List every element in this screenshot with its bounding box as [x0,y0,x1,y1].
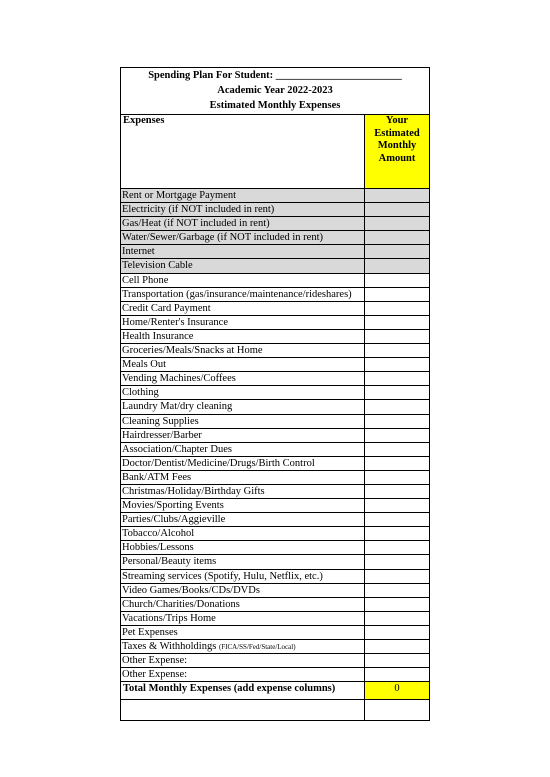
expense-label [121,598,364,611]
expense-label-text: Hairdresser/Barber [122,429,202,441]
expense-label [121,612,364,625]
table-row [121,527,429,541]
expense-amount-cell[interactable] [364,217,429,230]
table-row [121,245,429,259]
expense-label-text: Cell Phone [122,274,169,286]
expense-label [121,358,364,371]
expense-label [121,231,364,244]
expense-label-text: Other Expense: [122,655,188,667]
amount-header-line: Amount [378,152,416,164]
expense-label-text: Rent or Mortgage Payment [122,190,237,201]
expense-label-text: Electricity (if NOT included in rent) [122,204,275,216]
expense-label [121,302,364,315]
table-row [121,259,429,273]
expense-amount-cell[interactable] [364,612,429,625]
table-row [121,513,429,527]
expense-label-text: Clothing [122,387,159,399]
expense-label [121,485,364,498]
expense-label [121,626,364,639]
expenses-column-header: Expenses [123,115,165,126]
expense-label-text: Groceries/Meals/Snacks at Home [122,345,263,357]
table-row [121,415,429,429]
expense-label-text: Home/Renter's Insurance [122,316,228,328]
expense-label-text: Water/Sewer/Garbage (if NOT included in rent) [122,232,324,244]
table-header [121,68,429,115]
total-label: Total Monthly Expenses (add expense columns) [123,683,336,695]
expense-label-text: Vending Machines/Coffees [122,373,236,385]
table-row [121,386,429,400]
expense-amount-cell[interactable] [364,400,429,413]
table-row [121,344,429,358]
expense-amount-cell[interactable] [364,415,429,428]
expense-amount-cell[interactable] [364,443,429,456]
expense-label [121,570,364,583]
expense-label-text: Christmas/Holiday/Birthday Gifts [122,485,265,497]
column-headers [121,115,429,189]
table-row [121,189,429,203]
table-row [121,654,429,668]
table-row [121,598,429,612]
expense-label-text: Doctor/Dentist/Medicine/Drugs/Birth Control [122,457,315,469]
expense-label-text: Parties/Clubs/Aggieville [122,514,226,526]
expense-label-text: Hobbies/Lessons [122,542,194,554]
expense-amount-cell[interactable] [364,640,429,653]
expense-amount-cell[interactable] [364,231,429,244]
table-row [121,203,429,217]
expense-label [121,443,364,456]
expense-label-text: Bank/ATM Fees [122,471,192,483]
expense-amount-cell[interactable] [364,203,429,216]
table-row [121,668,429,682]
expense-amount-cell[interactable] [364,541,429,554]
expense-label [121,189,364,202]
table-row [121,555,429,569]
footer-label-cell [121,700,364,720]
table-row [121,485,429,499]
expense-label-text: Meals Out [122,359,167,371]
expense-amount-cell[interactable] [364,668,429,681]
expense-label [121,584,364,597]
expense-label-text: Movies/Sporting Events [122,500,224,512]
academic-year: Academic Year 2022-2023 [217,85,333,96]
table-row [121,612,429,626]
expense-label-text: Association/Chapter Dues [122,443,232,455]
expense-label-text: Pet Expenses [122,626,178,638]
expense-label-text: Tobacco/Alcohol [122,528,195,540]
expense-label-text: Taxes & Withholdings [122,641,217,652]
expense-label-text: Streaming services (Spotify, Hulu, Netflix, etc.) [122,570,323,582]
table-row [121,541,429,555]
table-row [121,217,429,231]
table-row [121,584,429,598]
expense-label [121,457,364,470]
table-row [121,640,429,654]
table-row [121,443,429,457]
expense-label [121,259,364,272]
expense-amount-cell[interactable] [364,288,429,301]
spending-plan-table [120,67,430,721]
table-row [121,499,429,513]
expense-label [121,372,364,385]
table-row [121,358,429,372]
expense-amount-cell[interactable] [364,259,429,272]
total-row [121,682,429,700]
table-subtitle: Estimated Monthly Expenses [209,100,341,111]
amount-header-line: Your [385,115,409,126]
table-row [121,626,429,640]
expense-label [121,217,364,230]
expense-label [121,203,364,216]
expense-label-note: (FICA/SS/Fed/State/Local) [218,643,296,651]
expense-amount-cell[interactable] [364,302,429,315]
expense-label [121,499,364,512]
amount-header-line: Monthly [377,140,417,151]
expense-label [121,527,364,540]
table-footer-space [121,700,429,720]
total-value[interactable]: 0 [364,682,429,699]
expense-amount-cell[interactable] [364,386,429,399]
expense-label [121,330,364,343]
expense-label [121,654,364,667]
expense-label [121,274,364,287]
expense-amount-cell[interactable] [364,471,429,484]
expense-amount-cell[interactable] [364,372,429,385]
expense-label [121,415,364,428]
expense-label [121,288,364,301]
expense-label [121,316,364,329]
expense-label-text: Personal/Beauty items [122,556,217,568]
table-row [121,570,429,584]
expense-label-text: Internet [122,246,155,258]
expense-label-text: Credit Card Payment [122,302,211,314]
table-row [121,288,429,302]
expense-label-text: Other Expense: [122,669,188,681]
table-row [121,471,429,485]
expense-amount-cell[interactable] [364,555,429,568]
amount-header-line: Estimated [374,127,420,139]
expense-label-text: Vacations/Trips Home [122,612,216,624]
table-row [121,231,429,245]
expense-label-text: Cleaning Supplies [122,415,199,427]
expense-label [121,555,364,568]
expense-amount-cell[interactable] [364,527,429,540]
expense-amount-cell[interactable] [364,316,429,329]
table-row [121,316,429,330]
expense-label-text: Television Cable [122,260,193,272]
expense-label [121,400,364,413]
expense-label-text: Laundry Mat/dry cleaning [122,401,233,413]
expense-label [121,429,364,442]
table-row [121,302,429,316]
expense-amount-cell[interactable] [364,584,429,597]
expense-label [121,541,364,554]
table-row [121,400,429,414]
expense-amount-cell[interactable] [364,570,429,583]
table-row [121,429,429,443]
expense-amount-cell[interactable] [364,344,429,357]
expense-label-text: Church/Charities/Donations [122,598,240,610]
expense-amount-cell[interactable] [364,358,429,371]
expense-amount-cell[interactable] [364,245,429,258]
expense-amount-cell[interactable] [364,626,429,639]
table-row [121,457,429,471]
expense-amount-cell[interactable] [364,499,429,512]
expense-label [121,668,364,681]
table-row [121,330,429,344]
expense-label [121,245,364,258]
expense-amount-cell[interactable] [364,189,429,202]
expense-amount-cell[interactable] [364,429,429,442]
student-name-line: Spending Plan For Student: ________________________ [148,70,402,81]
expense-label-text: Video Games/Books/CDs/DVDs [122,584,260,596]
expense-amount-cell[interactable] [364,485,429,498]
expense-label [121,640,364,653]
expense-amount-cell[interactable] [364,513,429,526]
expense-amount-cell[interactable] [364,598,429,611]
expense-amount-cell[interactable] [364,274,429,287]
expense-label [121,344,364,357]
expense-label-text: Gas/Heat (if NOT included in rent) [122,218,270,230]
expense-rows [121,189,429,682]
table-row [121,274,429,288]
expense-amount-cell[interactable] [364,457,429,470]
table-row [121,372,429,386]
expense-label [121,471,364,484]
expense-label [121,386,364,399]
expense-label [121,513,364,526]
expense-amount-cell[interactable] [364,654,429,667]
amount-column-header [364,115,429,188]
expense-label-text: Transportation (gas/insurance/maintenance/rideshares) [122,288,352,300]
footer-amount-cell [364,700,429,720]
expense-amount-cell[interactable] [364,330,429,343]
expense-label-text: Health Insurance [122,330,194,342]
